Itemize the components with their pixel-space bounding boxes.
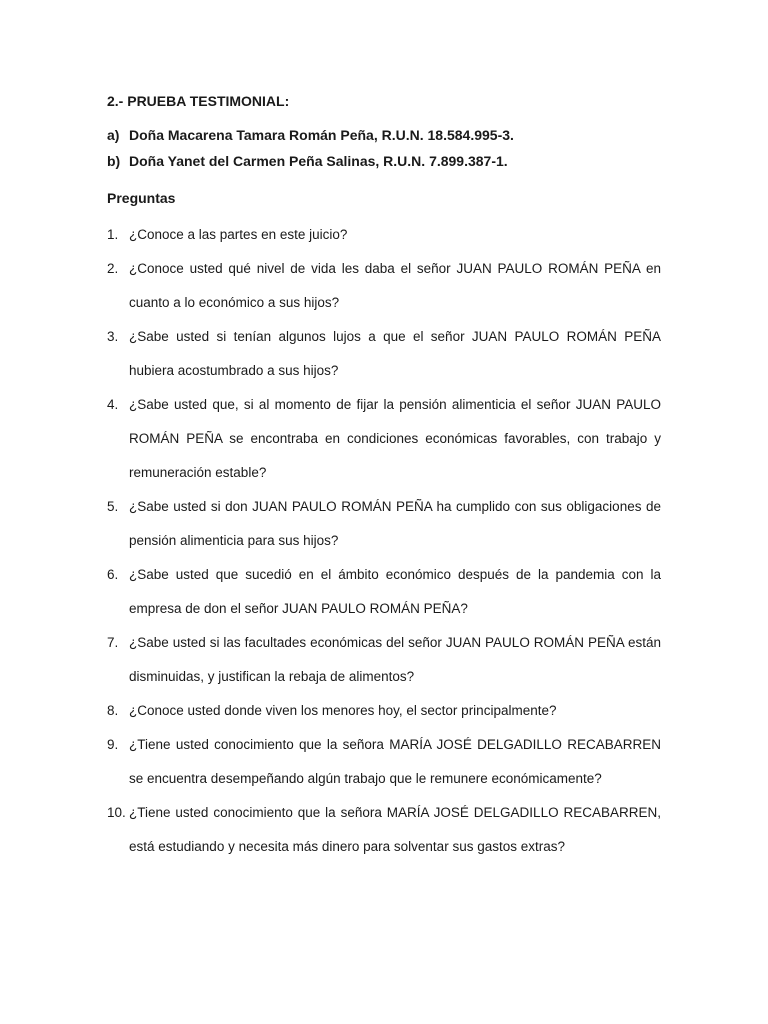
question-item — [107, 388, 661, 490]
question-item — [107, 626, 661, 694]
question-text: ¿Sabe usted si tenían algunos lujos a que el señor JUAN PAULO ROMÁN PEÑA hubiera acostumbrado a sus hijos? — [129, 329, 661, 378]
witness-text: Doña Macarena Tamara Román Peña, R.U.N. 18.584.995-3. — [129, 127, 514, 143]
question-number: 9. — [107, 737, 119, 752]
question-number: 10. — [107, 805, 126, 820]
witness-list — [107, 122, 661, 174]
questions-heading: Preguntas — [107, 190, 176, 206]
witness-item — [107, 148, 661, 174]
question-list — [107, 218, 661, 864]
question-item — [107, 694, 661, 728]
question-item — [107, 490, 661, 558]
question-text: ¿Sabe usted si las facultades económicas del señor JUAN PAULO ROMÁN PEÑA están disminuidas, y justifican la rebaja de alimentos? — [129, 635, 661, 684]
question-number: 1. — [107, 227, 119, 242]
question-number: 4. — [107, 397, 119, 412]
witness-marker: b) — [107, 153, 121, 169]
question-number: 8. — [107, 703, 119, 718]
question-number: 5. — [107, 499, 119, 514]
question-number: 3. — [107, 329, 119, 344]
question-text: ¿Tiene usted conocimiento que la señora MARÍA JOSÉ DELGADILLO RECABARREN se encuentra desempeñando algún trabajo que le remunere económicamente? — [129, 737, 661, 786]
question-text: ¿Sabe usted si don JUAN PAULO ROMÁN PEÑA ha cumplido con sus obligaciones de pensión alimenticia para sus hijos? — [129, 499, 661, 548]
witness-marker: a) — [107, 127, 120, 143]
document-page — [107, 90, 661, 864]
question-item — [107, 728, 661, 796]
question-text: ¿Conoce usted qué nivel de vida les daba el señor JUAN PAULO ROMÁN PEÑA en cuanto a lo económico a sus hijos? — [129, 261, 661, 310]
question-text: ¿Sabe usted que sucedió en el ámbito económico después de la pandemia con la empresa de don el señor JUAN PAULO ROMÁN PEÑA? — [129, 567, 661, 616]
question-item — [107, 320, 661, 388]
section-title: 2.- PRUEBA TESTIMONIAL: — [107, 93, 290, 109]
question-text: ¿Conoce a las partes en este juicio? — [129, 227, 348, 242]
question-number: 6. — [107, 567, 119, 582]
question-item — [107, 252, 661, 320]
question-item — [107, 218, 661, 252]
question-text: ¿Tiene usted conocimiento que la señora MARÍA JOSÉ DELGADILLO RECABARREN, está estudiando y necesita más dinero para solventar sus gastos extras? — [129, 805, 661, 854]
question-item — [107, 796, 661, 864]
question-item — [107, 558, 661, 626]
witness-item — [107, 122, 661, 148]
question-text: ¿Conoce usted donde viven los menores hoy, el sector principalmente? — [129, 703, 557, 718]
question-number: 7. — [107, 635, 119, 650]
witness-text: Doña Yanet del Carmen Peña Salinas, R.U.N. 7.899.387-1. — [129, 153, 508, 169]
question-number: 2. — [107, 261, 119, 276]
question-text: ¿Sabe usted que, si al momento de fijar la pensión alimenticia el señor JUAN PAULO ROMÁN PEÑA se encontraba en condiciones económicas favorables, con trabajo y remuneración estable? — [129, 397, 661, 480]
